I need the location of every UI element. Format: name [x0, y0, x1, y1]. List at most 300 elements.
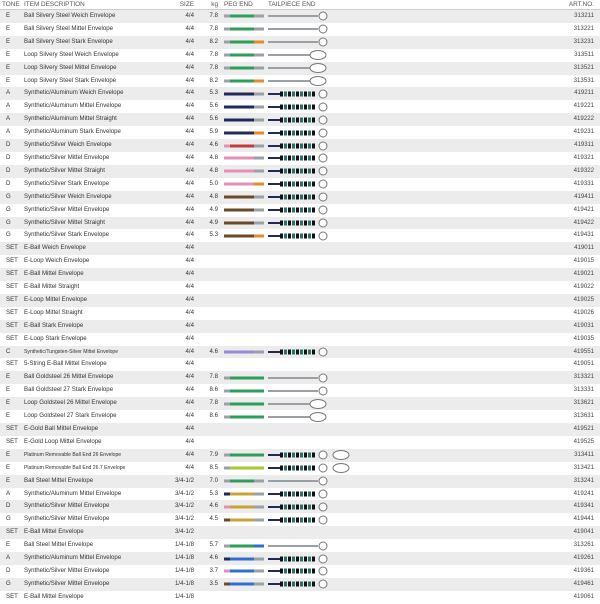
kg-cell: 8.6: [198, 410, 222, 423]
tailpiece-end-icon: [268, 475, 330, 487]
peg-end-cell: [222, 178, 266, 191]
tone-cell: A: [0, 126, 22, 139]
kg-cell: 7.8: [198, 10, 222, 23]
table-row: [0, 475, 600, 488]
description-cell: Synthetic/Aluminum Stark Envelope: [22, 126, 142, 139]
peg-end-icon: [224, 204, 264, 216]
tailpiece-end-cell: [266, 229, 358, 242]
art-no-cell: 419231: [358, 126, 600, 139]
description-cell: Synthetic/Silver Mittel Straight: [22, 165, 142, 178]
tone-cell: D: [0, 500, 22, 513]
table-row: [0, 449, 600, 462]
description-cell: Synthetic/Silver Mittel Envelope: [22, 578, 142, 591]
peg-end-cell: [222, 75, 266, 88]
peg-end-cell: [222, 87, 266, 100]
tone-cell: G: [0, 578, 22, 591]
kg-cell: 7.8: [198, 371, 222, 384]
peg-end-icon: [224, 165, 264, 177]
tone-cell: A: [0, 87, 22, 100]
table-row: [0, 500, 600, 513]
kg-cell: [198, 281, 222, 294]
tailpiece-end-cell: [266, 87, 358, 100]
size-cell: 1/4-1/8: [142, 565, 198, 578]
peg-end-cell: [222, 165, 266, 178]
peg-end-cell: [222, 217, 266, 230]
tone-cell: SET: [0, 320, 22, 333]
description-cell: Synthetic/Silver Mittel Envelope: [22, 204, 142, 217]
description-cell: Loop Silvery Steel Stark Envelope: [22, 75, 142, 88]
tailpiece-end-cell: [266, 165, 358, 178]
size-cell: 4/4: [142, 100, 198, 113]
art-no-cell: 419021: [358, 268, 600, 281]
table-row: [0, 268, 600, 281]
peg-end-cell: [222, 591, 266, 604]
tailpiece-end-icon: [268, 140, 330, 152]
kg-cell: [198, 591, 222, 604]
description-cell: Synthetic/Silver Stark Envelope: [22, 229, 142, 242]
art-no-cell: 419011: [358, 242, 600, 255]
table-row: [0, 436, 600, 449]
description-cell: E-Loop Mittel Envelope: [22, 294, 142, 307]
table-row: [0, 152, 600, 165]
art-no-cell: 419031: [358, 320, 600, 333]
tailpiece-end-cell: [266, 294, 358, 307]
peg-end-icon: [224, 346, 264, 358]
table-row: [0, 10, 600, 23]
tailpiece-end-icon: [268, 514, 330, 526]
tailpiece-end-cell: [266, 552, 358, 565]
tailpiece-end-cell: [266, 139, 358, 152]
tone-cell: E: [0, 462, 22, 475]
tailpiece-end-icon: [268, 75, 330, 87]
peg-end-icon: [224, 75, 264, 87]
description-cell: Ball Goldsteel 27 Stark Envelope: [22, 384, 142, 397]
peg-end-icon: [224, 578, 264, 590]
art-no-cell: 419211: [358, 87, 600, 100]
peg-end-icon: [224, 385, 264, 397]
peg-end-cell: [222, 358, 266, 371]
art-no-cell: 419331: [358, 178, 600, 191]
tone-cell: E: [0, 75, 22, 88]
tailpiece-end-icon: [268, 565, 330, 577]
art-no-cell: 419035: [358, 333, 600, 346]
description-cell: Synthetic/Silver Mittel Envelope: [22, 152, 142, 165]
tone-cell: D: [0, 139, 22, 152]
peg-end-cell: [222, 23, 266, 36]
tailpiece-end-icon: [268, 23, 330, 35]
table-row: [0, 423, 600, 436]
description-cell: Synthetic/Aluminum Mittel Straight: [22, 113, 142, 126]
tailpiece-end-cell: [266, 281, 358, 294]
peg-end-cell: [222, 462, 266, 475]
table-row: [0, 113, 600, 126]
size-cell: 4/4: [142, 126, 198, 139]
description-cell: Platinum Removable Ball End 26.7 Envelope: [22, 462, 142, 475]
peg-end-icon: [224, 140, 264, 152]
size-cell: 4/4: [142, 62, 198, 75]
tailpiece-end-icon: [268, 501, 330, 513]
tailpiece-end-icon: [268, 49, 330, 61]
table-row: [0, 87, 600, 100]
peg-end-icon: [224, 372, 264, 384]
art-no-cell: 419421: [358, 204, 600, 217]
size-cell: 1/4-1/8: [142, 591, 198, 604]
tone-cell: SET: [0, 307, 22, 320]
peg-end-icon: [224, 88, 264, 100]
kg-cell: 5.9: [198, 126, 222, 139]
table-row: [0, 397, 600, 410]
table-row: [0, 165, 600, 178]
peg-end-icon: [224, 152, 264, 164]
art-no-cell: 419321: [358, 152, 600, 165]
tailpiece-end-icon: [268, 449, 352, 461]
art-no-cell: 419322: [358, 165, 600, 178]
tailpiece-end-cell: [266, 75, 358, 88]
header-tone: TONE: [0, 0, 22, 10]
peg-end-icon: [224, 101, 264, 113]
tailpiece-end-cell: [266, 513, 358, 526]
peg-end-cell: [222, 488, 266, 501]
size-cell: 4/4: [142, 178, 198, 191]
table-row: [0, 126, 600, 139]
size-cell: 3/4-1/2: [142, 475, 198, 488]
peg-end-cell: [222, 204, 266, 217]
kg-cell: 7.9: [198, 449, 222, 462]
table-row: [0, 229, 600, 242]
description-cell: E-Gold Loop Mittel Envelope: [22, 436, 142, 449]
description-cell: Synthetic/Aluminum Mittel Envelope: [22, 488, 142, 501]
peg-end-cell: [222, 307, 266, 320]
kg-cell: [198, 242, 222, 255]
peg-end-cell: [222, 62, 266, 75]
peg-end-cell: [222, 320, 266, 333]
kg-cell: 5.3: [198, 229, 222, 242]
size-cell: 4/4: [142, 384, 198, 397]
peg-end-icon: [224, 49, 264, 61]
peg-end-cell: [222, 410, 266, 423]
table-row: [0, 49, 600, 62]
description-cell: E-Loop Mittel Straight: [22, 307, 142, 320]
description-cell: E-Ball Mittel Envelope: [22, 591, 142, 604]
kg-cell: 5.6: [198, 100, 222, 113]
peg-end-icon: [224, 62, 264, 74]
peg-end-cell: [222, 333, 266, 346]
art-no-cell: 313211: [358, 10, 600, 23]
table-row: [0, 281, 600, 294]
size-cell: 3/4-1/2: [142, 513, 198, 526]
tone-cell: SET: [0, 281, 22, 294]
kg-cell: 4.9: [198, 217, 222, 230]
tailpiece-end-cell: [266, 410, 358, 423]
kg-cell: 7.8: [198, 397, 222, 410]
description-cell: E-Ball Mittel Straight: [22, 281, 142, 294]
peg-end-icon: [224, 127, 264, 139]
tailpiece-end-cell: [266, 591, 358, 604]
kg-cell: 4.8: [198, 191, 222, 204]
size-cell: 4/4: [142, 371, 198, 384]
tone-cell: D: [0, 565, 22, 578]
art-no-cell: 419431: [358, 229, 600, 242]
peg-end-cell: [222, 294, 266, 307]
art-no-cell: 419041: [358, 526, 600, 539]
tone-cell: A: [0, 552, 22, 565]
tailpiece-end-cell: [266, 436, 358, 449]
art-no-cell: 419521: [358, 423, 600, 436]
kg-cell: 8.2: [198, 36, 222, 49]
size-cell: 4/4: [142, 229, 198, 242]
tone-cell: C: [0, 346, 22, 359]
kg-cell: 5.7: [198, 539, 222, 552]
tailpiece-end-cell: [266, 242, 358, 255]
peg-end-cell: [222, 500, 266, 513]
size-cell: 4/4: [142, 307, 198, 320]
art-no-cell: 313261: [358, 539, 600, 552]
tailpiece-end-cell: [266, 49, 358, 62]
size-cell: 4/4: [142, 10, 198, 23]
tailpiece-end-cell: [266, 475, 358, 488]
tone-cell: E: [0, 49, 22, 62]
tailpiece-end-cell: [266, 100, 358, 113]
kg-cell: [198, 526, 222, 539]
tailpiece-end-icon: [268, 127, 330, 139]
kg-cell: 7.0: [198, 475, 222, 488]
tailpiece-end-cell: [266, 255, 358, 268]
tailpiece-end-icon: [268, 217, 330, 229]
size-cell: 4/4: [142, 397, 198, 410]
header-size: SIZE: [142, 0, 198, 10]
peg-end-icon: [224, 475, 264, 487]
tone-cell: SET: [0, 333, 22, 346]
kg-cell: 7.8: [198, 23, 222, 36]
size-cell: 4/4: [142, 281, 198, 294]
art-no-cell: 313531: [358, 75, 600, 88]
tailpiece-end-icon: [268, 230, 330, 242]
peg-end-cell: [222, 36, 266, 49]
art-no-cell: 313331: [358, 384, 600, 397]
tailpiece-end-cell: [266, 333, 358, 346]
tone-cell: SET: [0, 436, 22, 449]
kg-cell: 5.3: [198, 87, 222, 100]
tailpiece-end-cell: [266, 178, 358, 191]
tailpiece-end-icon: [268, 88, 330, 100]
tone-cell: E: [0, 36, 22, 49]
table-body: [0, 10, 600, 604]
tailpiece-end-icon: [268, 372, 330, 384]
art-no-cell: 313521: [358, 62, 600, 75]
table-row: [0, 578, 600, 591]
size-cell: 4/4: [142, 242, 198, 255]
header-art-no: ART.NO.: [358, 0, 600, 10]
peg-end-cell: [222, 397, 266, 410]
size-cell: 4/4: [142, 165, 198, 178]
description-cell: E-Loop Stark Envelope: [22, 333, 142, 346]
kg-cell: 7.8: [198, 49, 222, 62]
tailpiece-end-cell: [266, 500, 358, 513]
peg-end-icon: [224, 553, 264, 565]
tone-cell: SET: [0, 242, 22, 255]
description-cell: Loop Silvery Steel Weich Envelope: [22, 49, 142, 62]
size-cell: 1/4-1/8: [142, 539, 198, 552]
size-cell: 1/4-1/8: [142, 552, 198, 565]
table-row: [0, 358, 600, 371]
tailpiece-end-cell: [266, 10, 358, 23]
peg-end-cell: [222, 475, 266, 488]
tone-cell: G: [0, 204, 22, 217]
tailpiece-end-icon: [268, 204, 330, 216]
peg-end-cell: [222, 384, 266, 397]
tailpiece-end-cell: [266, 371, 358, 384]
tailpiece-end-cell: [266, 539, 358, 552]
art-no-cell: 419222: [358, 113, 600, 126]
peg-end-cell: [222, 539, 266, 552]
art-no-cell: 419051: [358, 358, 600, 371]
tailpiece-end-cell: [266, 152, 358, 165]
tailpiece-end-icon: [268, 101, 330, 113]
tailpiece-end-cell: [266, 307, 358, 320]
tone-cell: A: [0, 488, 22, 501]
tone-cell: SET: [0, 294, 22, 307]
tone-cell: SET: [0, 255, 22, 268]
size-cell: 4/4: [142, 346, 198, 359]
tone-cell: E: [0, 10, 22, 23]
description-cell: Ball Goldsteel 26 Mittel Envelope: [22, 371, 142, 384]
size-cell: 4/4: [142, 191, 198, 204]
tone-cell: A: [0, 100, 22, 113]
art-no-cell: 419015: [358, 255, 600, 268]
size-cell: 4/4: [142, 217, 198, 230]
kg-cell: [198, 358, 222, 371]
tailpiece-end-icon: [268, 540, 330, 552]
description-cell: 5-String E-Ball Mittel Envelope: [22, 358, 142, 371]
tailpiece-end-cell: [266, 423, 358, 436]
description-cell: Platinum Removable Ball End 26 Envelope: [22, 449, 142, 462]
peg-end-cell: [222, 281, 266, 294]
tone-cell: E: [0, 475, 22, 488]
peg-end-icon: [224, 411, 264, 423]
size-cell: 4/4: [142, 268, 198, 281]
tailpiece-end-icon: [268, 36, 330, 48]
size-cell: 4/4: [142, 87, 198, 100]
size-cell: 1/4-1/8: [142, 578, 198, 591]
peg-end-cell: [222, 565, 266, 578]
art-no-cell: 419311: [358, 139, 600, 152]
tailpiece-end-cell: [266, 358, 358, 371]
kg-cell: 8.6: [198, 384, 222, 397]
art-no-cell: 313221: [358, 23, 600, 36]
tailpiece-end-icon: [268, 191, 330, 203]
tone-cell: E: [0, 371, 22, 384]
size-cell: 4/4: [142, 23, 198, 36]
peg-end-icon: [224, 217, 264, 229]
description-cell: Ball Silvery Steel Stark Envelope: [22, 36, 142, 49]
peg-end-icon: [224, 23, 264, 35]
kg-cell: [198, 255, 222, 268]
tailpiece-end-cell: [266, 268, 358, 281]
kg-cell: 3.5: [198, 578, 222, 591]
art-no-cell: 419025: [358, 294, 600, 307]
tailpiece-end-icon: [268, 165, 330, 177]
peg-end-cell: [222, 139, 266, 152]
peg-end-icon: [224, 565, 264, 577]
table-row: [0, 320, 600, 333]
kg-cell: [198, 307, 222, 320]
table-header-row: [0, 0, 600, 10]
kg-cell: 4.8: [198, 152, 222, 165]
peg-end-cell: [222, 578, 266, 591]
kg-cell: 5.6: [198, 113, 222, 126]
tailpiece-end-cell: [266, 204, 358, 217]
description-cell: E-Loop Weich Envelope: [22, 255, 142, 268]
header-tailpiece-end: TAILPIECE END: [266, 0, 358, 10]
description-cell: Ball Silvery Steel Mittel Envelope: [22, 23, 142, 36]
table-row: [0, 75, 600, 88]
tailpiece-end-icon: [268, 578, 330, 590]
peg-end-cell: [222, 268, 266, 281]
tone-cell: SET: [0, 423, 22, 436]
tailpiece-end-cell: [266, 36, 358, 49]
peg-end-icon: [224, 449, 264, 461]
peg-end-icon: [224, 462, 264, 474]
art-no-cell: 419361: [358, 565, 600, 578]
tailpiece-end-cell: [266, 565, 358, 578]
table-row: [0, 62, 600, 75]
kg-cell: [198, 423, 222, 436]
tone-cell: E: [0, 410, 22, 423]
kg-cell: [198, 294, 222, 307]
description-cell: Synthetic/Aluminum Weich Envelope: [22, 87, 142, 100]
peg-end-cell: [222, 371, 266, 384]
tone-cell: G: [0, 513, 22, 526]
tailpiece-end-icon: [268, 553, 330, 565]
description-cell: Synthetic/Silver Mittel Straight: [22, 217, 142, 230]
peg-end-icon: [224, 540, 264, 552]
art-no-cell: 419026: [358, 307, 600, 320]
peg-end-cell: [222, 423, 266, 436]
peg-end-icon: [224, 230, 264, 242]
art-no-cell: 419061: [358, 591, 600, 604]
kg-cell: 5.0: [198, 178, 222, 191]
table-row: [0, 294, 600, 307]
tailpiece-end-cell: [266, 397, 358, 410]
peg-end-icon: [224, 191, 264, 203]
description-cell: E-Gold Ball Mittel Envelope: [22, 423, 142, 436]
description-cell: Synthetic/Silver Mittel Envelope: [22, 565, 142, 578]
size-cell: 4/4: [142, 410, 198, 423]
art-no-cell: 419221: [358, 100, 600, 113]
tailpiece-end-cell: [266, 526, 358, 539]
kg-cell: 4.6: [198, 552, 222, 565]
peg-end-cell: [222, 449, 266, 462]
tone-cell: E: [0, 449, 22, 462]
tone-cell: D: [0, 178, 22, 191]
description-cell: E-Ball Stark Envelope: [22, 320, 142, 333]
description-cell: Ball Silvery Steel Weich Envelope: [22, 10, 142, 23]
peg-end-cell: [222, 526, 266, 539]
table-row: [0, 513, 600, 526]
kg-cell: [198, 333, 222, 346]
peg-end-cell: [222, 242, 266, 255]
table-row: [0, 255, 600, 268]
art-no-cell: 313411: [358, 449, 600, 462]
table-row: [0, 552, 600, 565]
tailpiece-end-cell: [266, 462, 358, 475]
table-row: [0, 191, 600, 204]
tailpiece-end-icon: [268, 398, 330, 410]
kg-cell: [198, 436, 222, 449]
art-no-cell: 313621: [358, 397, 600, 410]
description-cell: Synthetic/Aluminum Mittel Envelope: [22, 100, 142, 113]
size-cell: 4/4: [142, 333, 198, 346]
